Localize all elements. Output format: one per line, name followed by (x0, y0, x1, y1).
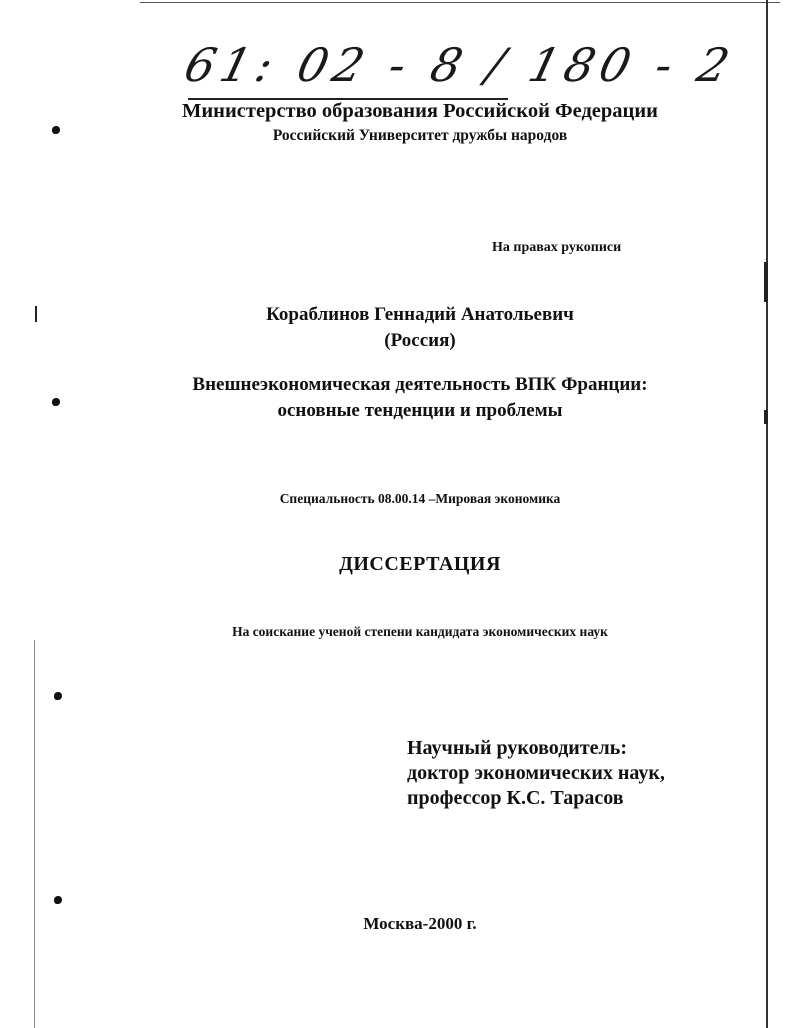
scan-right-border (766, 0, 768, 1028)
manuscript-rights: На правах рукописи (492, 240, 622, 255)
advisor-degree: доктор экономических наук, (407, 762, 665, 784)
advisor-label: Научный руководитель: (407, 737, 627, 759)
binding-hole-mark (54, 896, 62, 904)
advisor-name: профессор К.С. Тарасов (407, 787, 624, 809)
dissertation-title-line-1: Внешнеэкономическая деятельность ВПК Франции: (192, 374, 648, 395)
scan-right-tick (764, 262, 768, 302)
degree-sought: На соискание ученой степени кандидата экономических наук (232, 624, 608, 639)
city-year: Москва-2000 г. (363, 914, 477, 933)
scan-left-border (34, 640, 35, 1028)
author-country: (Россия) (384, 330, 456, 351)
specialty: Специальность 08.00.14 –Мировая экономика (279, 491, 561, 506)
scan-top-border (140, 2, 780, 3)
archive-code-handwritten: 61: 02 - 8 / 180 - 2 (179, 38, 741, 92)
document-type: ДИССЕРТАЦИЯ (339, 553, 501, 575)
ministry-name: Министерство образования Российской Федерации (182, 100, 658, 122)
author-name: Кораблинов Геннадий Анатольевич (266, 304, 574, 325)
university-name: Российский Университет дружбы народов (272, 127, 568, 144)
dissertation-title-line-2: основные тенденции и проблемы (277, 400, 563, 421)
binding-hole-mark (54, 692, 62, 700)
